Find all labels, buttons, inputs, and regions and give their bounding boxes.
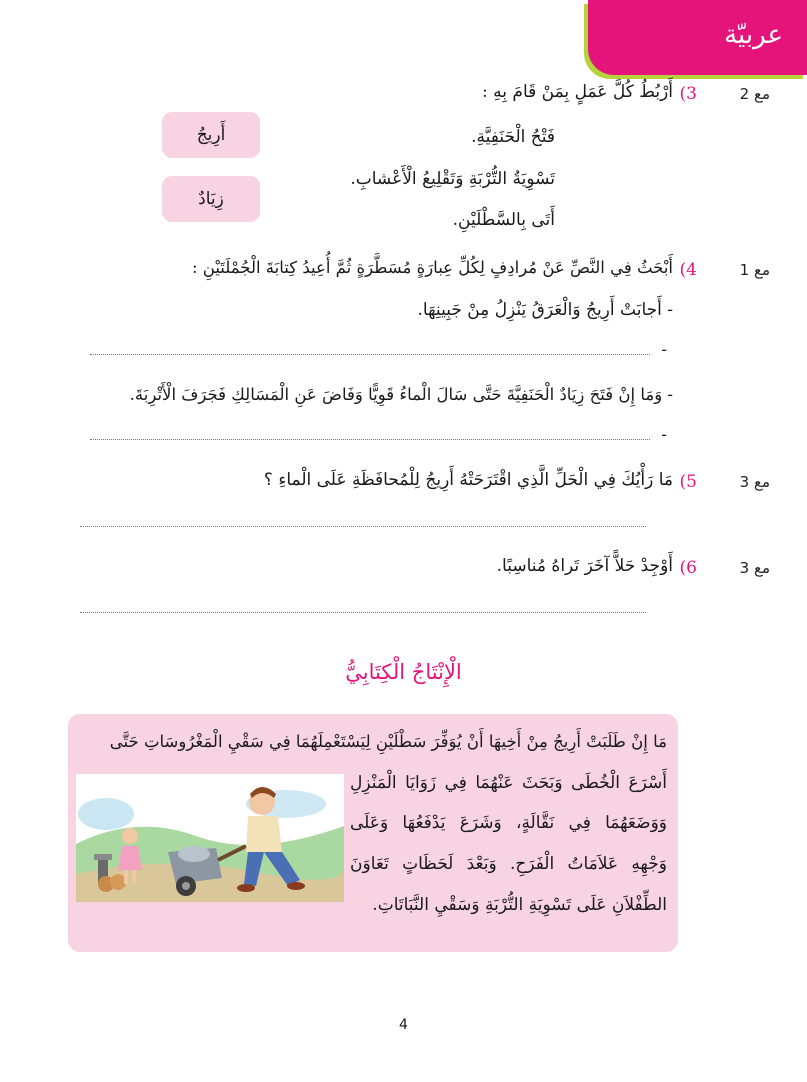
exercise-6-badge: مع 3	[739, 559, 770, 577]
exercise-5-prompt: مَا رَأْيُكَ فِي الْحَلِّ الَّذِي اقْتَرَحَتْهُ أَرِيجُ لِلْمُحافَظَةِ عَلَى الْماءِ ؟	[263, 470, 673, 490]
answer-dash-1: -	[661, 340, 667, 359]
exercise-4-badge: مع 1	[739, 261, 770, 279]
answer-line-2[interactable]	[90, 439, 650, 440]
matching-action-3: أَتَى بِالسَّطْلَيْنِ.	[452, 210, 555, 230]
section-title: الْإِنْتَاجُ الْكِتَابِيُّ	[345, 660, 462, 684]
exercise-5-badge: مع 3	[739, 473, 770, 491]
illustration-children-wheelbarrow	[76, 774, 344, 902]
name-chip-arij[interactable]	[162, 112, 260, 158]
name-chip-ziad[interactable]	[162, 176, 260, 222]
matching-action-2: تَسْوِيَةُ التُّرْبَةِ وَتَقْلِيعُ الْأَعْشابِ.	[350, 169, 555, 189]
answer-line-4[interactable]	[80, 612, 646, 613]
production-line-3: وَوَضَعَهُمَا فِي نَقَّالَةٍ، وَشَرَعَ يَدْفَعُهَا وَعَلَى	[350, 813, 667, 833]
exercise-3-badge: مع 2	[739, 85, 770, 103]
answer-line-3[interactable]	[80, 526, 646, 527]
name-chip-label: أَرِيجُ	[196, 125, 226, 145]
exercise-3-prompt: أَرْبُطُ كُلَّ عَمَلٍ بِمَنْ قَامَ بِهِ :	[482, 82, 673, 102]
exercise-6-number: 6)	[679, 558, 697, 578]
exercise-4-prompt: أَبْحَثُ فِي النَّصِّ عَنْ مُرادِفٍ لِكُلِّ عِبارَةٍ مُسَطَّرَةٍ ثُمَّ أُعِيدُ كِتابَةَ الْجُمْلَتَيْنِ :	[191, 258, 673, 277]
sentence-1: - أَجابَتْ أَرِيجُ وَالْعَرَقُ يَنْزِلُ مِنْ جَبِينِهَا.	[417, 300, 673, 320]
production-line-5: الطِّفْلاَنِ عَلَى تَسْوِيَةِ التُّرْبَةِ وَسَقْيِ النَّبَاتَاتِ.	[372, 895, 667, 915]
exercise-6-prompt: أَوْجِدْ حَلاًّ آخَرَ تَراهُ مُناسِبًا.	[496, 556, 673, 576]
illustration-svg	[76, 774, 344, 902]
matching-action-1: فَتْحُ الْحَنَفِيَّةِ.	[471, 127, 555, 147]
answer-dash-2: -	[661, 425, 667, 444]
production-line-2: أَسْرَعَ الْخُطَى وَبَحَثَ عَنْهُمَا فِي زَوَايَا الْمَنْزِلِ	[350, 773, 667, 793]
sentence-2: - وَمَا إِنْ فَتَحَ زِيَادٌ الْحَنَفِيَّةَ حَتَّى سَالَ الْماءُ قَوِيًّا وَفَاضَ عَنِ الْمَسَالِكِ فَجَرَفَ الْأَتْرِبَةَ.	[129, 385, 673, 404]
production-line-4: وَجْهِهِ عَلاَمَاتُ الْفَرَحِ. وَبَعْدَ لَحَظَاتٍ تَعَاوَنَ	[350, 854, 667, 874]
page-number: 4	[399, 1017, 408, 1033]
exercise-4-number: 4)	[679, 260, 697, 280]
subject-title: عربيّة	[724, 20, 783, 50]
production-line-1: مَا إِنْ طَلَبَتْ أَرِيجُ مِنْ أَخِيهَا أَنْ يُوَفِّرَ سَطْلَيْنِ لِيَسْتَعْمِلَهُمَا فِي سَقْيِ الْمَغْرُوسَاتِ حَتَّى	[109, 732, 667, 751]
answer-line-1[interactable]	[90, 354, 650, 355]
subject-tab	[588, 0, 807, 75]
name-chip-label: زِيَادٌ	[198, 189, 224, 209]
exercise-5-number: 5)	[679, 472, 697, 492]
exercise-3-number: 3)	[679, 84, 697, 104]
